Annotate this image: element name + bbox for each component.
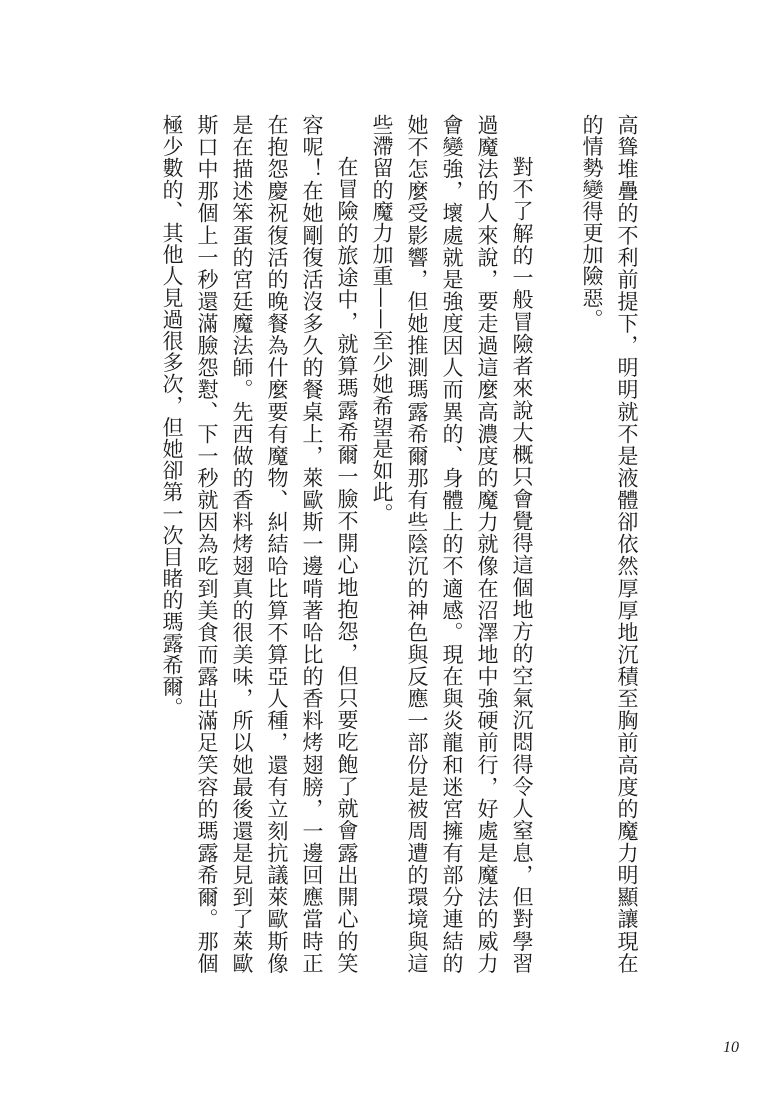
paragraph-3: 在冒險的旅途中，就算瑪露希爾一臉不開心地抱怨，但只要吃飽了就會露出開心的笑容呢！在她剛復活沒多久的餐桌上，萊歐斯一邊啃著哈比的香料烤翅膀，一邊回應當時正在抱怨慶祝復活的晚餐為什麼要有魔物、糾結哈比算不算亞人種，還有立刻抗議萊歐斯像是在描述笨蛋的宮廷魔法師。先西做的香料烤翅真的很美味，所以她最後還是見到了萊歐斯口中那個上一秒還滿臉怨懟、下一秒就因為吃到美食而露出滿足笑容的瑪露希爾。那個極少數的、其他人見過很多次，但她卻第一次目睹的瑪露希爾。 xyxy=(160,114,359,974)
paragraph-2: 對不了解的一般冒險者來說大概只會覺得這個地方的空氣沉悶得令人窒息，但對學習過魔法的人來說，要走過這麼高濃度的魔力就像在沼澤地中強硬前行，好處是魔法的威力會變強，壞處就是強度因人而異的、身體上的不適感。現在與炎龍和迷宮擁有部分連結的她不怎麼受影響，但她推測瑪露希爾那有些陰沉的神色與反應一部份是被周遭的環境與這些滯留的魔力加重——至少她希望是如此。 xyxy=(370,114,534,974)
page-number: 10 xyxy=(723,1039,739,1056)
vertical-text-body xyxy=(79,114,679,974)
paragraph-1: 高聳堆疊的不利前提下，明明就不是液體卻依然厚厚地沉積至胸前高度的魔力明顯讓現在的情勢變得更加險惡。 xyxy=(580,114,639,974)
